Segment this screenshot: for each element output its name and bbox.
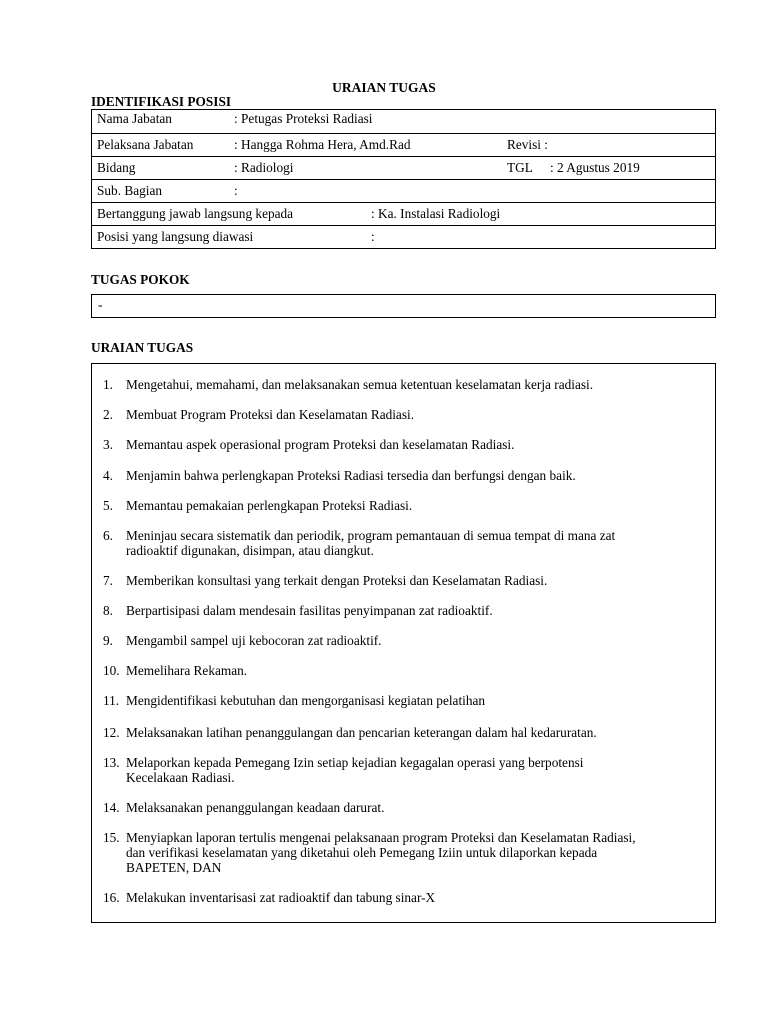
row-label: Nama Jabatan [97, 111, 172, 126]
row-label: Pelaksana Jabatan [97, 137, 194, 152]
row-value: : [371, 229, 375, 244]
list-item-number: 14. [103, 800, 120, 815]
identifikasi-row [92, 179, 715, 203]
tugas-pokok-box [91, 294, 716, 318]
identifikasi-heading: IDENTIFIKASI POSISI [91, 94, 232, 109]
list-item-line: Memantau pemakaian perlengkapan Proteksi Radiasi. [126, 498, 413, 513]
list-item-text [126, 528, 705, 558]
list-item-line: Mengidentifikasi kebutuhan dan mengorganisasi kegiatan pelatihan [126, 693, 486, 708]
list-item-line: Mengetahui, memahami, dan melaksanakan semua ketentuan keselamatan kerja radiasi. [126, 377, 594, 392]
list-item-number: 6. [103, 528, 113, 543]
list-item-line: Memberikan konsultasi yang terkait dengan Proteksi dan Keselamatan Radiasi. [126, 573, 548, 588]
list-item-line: Memantau aspek operasional program Proteksi dan keselamatan Radiasi. [126, 437, 515, 452]
list-item-text [126, 407, 705, 422]
list-item-line: Melaksanakan latihan penanggulangan dan pencarian keterangan dalam hal kedaruratan. [126, 725, 597, 740]
list-item-line: Memelihara Rekaman. [126, 663, 248, 678]
identifikasi-row [92, 133, 715, 157]
list-item-number: 9. [103, 633, 113, 648]
row-value: : Hangga Rohma Hera, Amd.Rad [234, 137, 411, 152]
list-item-number: 8. [103, 603, 113, 618]
row-label: Bidang [97, 160, 136, 175]
tugas-pokok-heading: TUGAS POKOK [91, 272, 190, 287]
tgl-value: : 2 Agustus 2019 [550, 160, 640, 175]
list-item-text [126, 573, 705, 588]
list-item-number: 16. [103, 890, 120, 905]
list-item-number: 12. [103, 725, 120, 740]
list-item-number: 13. [103, 755, 120, 770]
list-item-number: 11. [103, 693, 120, 708]
list-item-line: Meninjau secara sistematik dan periodik, program pemantauan di semua tempat di mana zat [126, 528, 616, 543]
identifikasi-table [91, 109, 716, 249]
list-item-text [126, 830, 705, 875]
row-value: : Radiologi [234, 160, 294, 175]
list-item-number: 7. [103, 573, 113, 588]
list-item-line: Melaporkan kepada Pemegang Izin setiap kejadian kegagalan operasi yang berpotensi [126, 755, 584, 770]
identifikasi-row [92, 202, 715, 226]
list-item-line: dan verifikasi keselamatan yang diketahui oleh Pemegang Iziin untuk dilaporkan kepada [126, 845, 598, 860]
list-item-line: Menyiapkan laporan tertulis mengenai pelaksanaan program Proteksi dan Keselamatan Radiasi, [126, 830, 636, 845]
identifikasi-row [92, 225, 715, 249]
uraian-heading: URAIAN TUGAS [91, 340, 194, 355]
identifikasi-row [92, 110, 715, 133]
list-item-number: 10. [103, 663, 120, 678]
row-label: Posisi yang langsung diawasi [97, 229, 254, 244]
list-item-line: Berpartisipasi dalam mendesain fasilitas penyimpanan zat radioaktif. [126, 603, 493, 618]
document-title: URAIAN TUGAS [332, 80, 436, 95]
list-item-number: 5. [103, 498, 113, 513]
list-item-line: BAPETEN, DAN [126, 860, 222, 875]
row-value: : Petugas Proteksi Radiasi [234, 111, 373, 126]
list-item-text [126, 377, 705, 392]
list-item-text [126, 468, 705, 483]
tgl-label: TGL [507, 160, 533, 175]
list-item-number: 3. [103, 437, 113, 452]
list-item-line: Membuat Program Proteksi dan Keselamatan Radiasi. [126, 407, 415, 422]
list-item-text [126, 633, 705, 648]
list-item-text [126, 498, 705, 513]
list-item-line: Melaksanakan penanggulangan keadaan darurat. [126, 800, 385, 815]
uraian-box [91, 363, 716, 923]
row-value: : Ka. Instalasi Radiologi [371, 206, 501, 221]
list-item-text [126, 890, 705, 905]
list-item-line: Menjamin bahwa perlengkapan Proteksi Radiasi tersedia dan berfungsi dengan baik. [126, 468, 576, 483]
list-item-line: Melakukan inventarisasi zat radioaktif dan tabung sinar-X [126, 890, 436, 905]
list-item-number: 1. [103, 377, 113, 392]
list-item-line: radioaktif digunakan, disimpan, atau diangkut. [126, 543, 374, 558]
list-item-number: 15. [103, 830, 120, 845]
list-item-text [126, 725, 705, 740]
list-item-line: Mengambil sampel uji kebocoran zat radioaktif. [126, 633, 382, 648]
list-item-number: 2. [103, 407, 113, 422]
list-item-number: 4. [103, 468, 113, 483]
list-item-text [126, 437, 705, 452]
list-item-text [126, 663, 705, 678]
list-item-text [126, 800, 705, 815]
tugas-pokok-content: - [98, 297, 103, 312]
list-item-text [126, 693, 705, 708]
list-item-text [126, 603, 705, 618]
row-label: Sub. Bagian [97, 183, 163, 198]
list-item-text [126, 755, 705, 785]
row-value: : [234, 183, 238, 198]
identifikasi-row [92, 156, 715, 180]
row-label: Bertanggung jawab langsung kepada [97, 206, 294, 221]
list-item-line: Kecelakaan Radiasi. [126, 770, 235, 785]
revisi-label: Revisi : [507, 137, 549, 152]
